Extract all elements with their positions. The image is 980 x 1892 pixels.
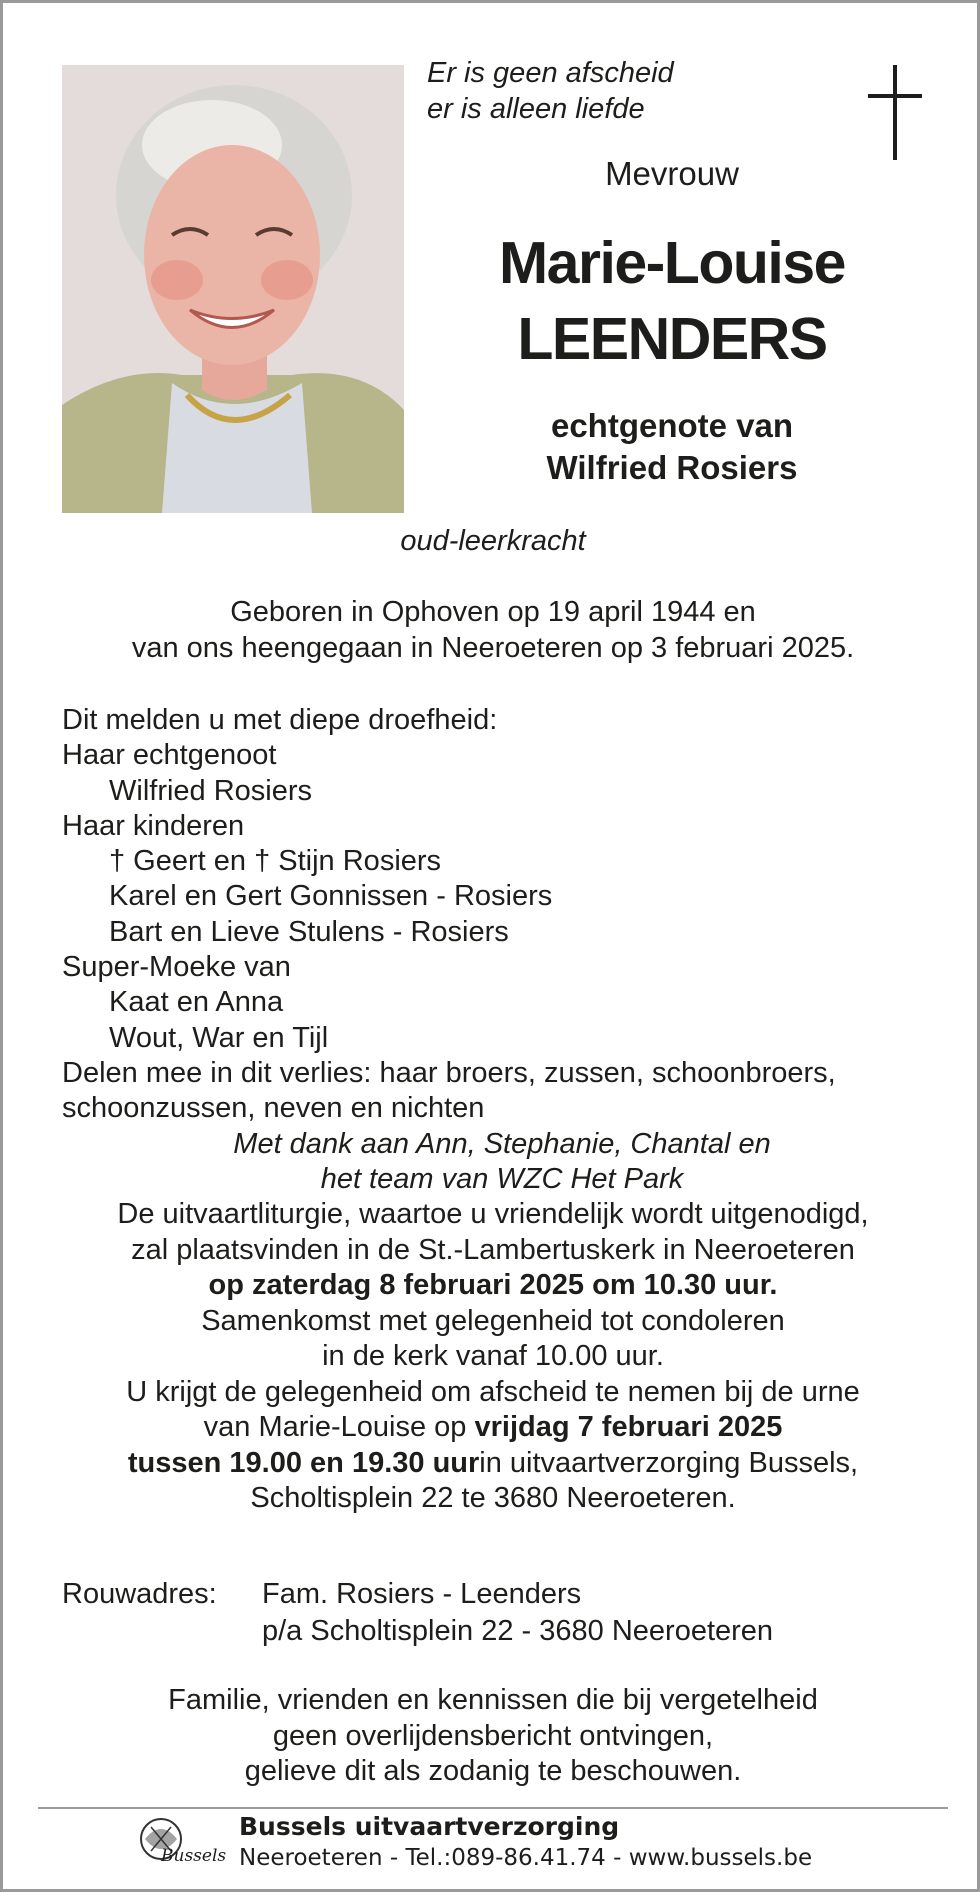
- funeral-line-9: Scholtisplein 22 te 3680 Neeroeteren.: [250, 1482, 736, 1514]
- address-value: [262, 1576, 773, 1650]
- funeral-line-2: zal plaatsvinden in de St.-Lambertuskerk in Neeroeteren: [131, 1233, 855, 1266]
- notice-line-2: geen overlijdensbericht ontvingen,: [272, 1719, 714, 1752]
- funeral-line-4: Samenkomst met gelegenheid tot condoleren: [201, 1304, 785, 1337]
- footer-info: [239, 1811, 812, 1873]
- announcement-intro: Dit melden u met diepe droefheid:: [62, 704, 498, 736]
- honorific-title: Mevrouw: [605, 155, 739, 192]
- farewell-time-line: [3, 1446, 980, 1482]
- farewell-time: tussen 19.00 en 19.30 uur: [127, 1446, 480, 1479]
- birth-line-1: Geboren in Ophoven op 19 april 1944 en: [230, 596, 756, 628]
- birth-line-2: van ons heengegaan in Neeroeteren op 3 februari 2025.: [131, 631, 855, 664]
- funeral-line-5: in de kerk vanaf 10.00 uur.: [322, 1340, 664, 1372]
- deceased-name: [447, 225, 897, 377]
- company-name: Bussels uitvaartverzorging: [239, 1812, 620, 1841]
- family-member: Karel en Gert Gonnissen - Rosiers: [109, 880, 553, 913]
- logo-text: Bussels: [161, 1846, 227, 1866]
- notice-line-1: Familie, vrienden en kennissen die bij vergetelheid: [168, 1684, 818, 1716]
- group-heading: Super-Moeke van: [62, 951, 291, 984]
- spouse-info: [447, 405, 897, 489]
- family-member: Kaat en Anna: [109, 986, 284, 1019]
- motto: [427, 55, 674, 127]
- funeral-line-1: De uitvaartliturgie, waartoe u vriendelijk wordt uitgenodigd,: [117, 1198, 869, 1230]
- thanks-line-1: Met dank aan Ann, Stephanie, Chantal en: [233, 1127, 771, 1160]
- family-member: Wout, War en Tijl: [109, 1021, 329, 1054]
- motto-line-2: er is alleen liefde: [427, 93, 645, 125]
- group-heading: Haar kinderen: [62, 809, 245, 842]
- address-line-2: p/a Scholtisplein 22 - 3680 Neeroeteren: [262, 1615, 774, 1647]
- farewell-pre: van Marie-Louise op: [203, 1411, 475, 1443]
- address-label: Rouwadres:: [62, 1578, 217, 1610]
- funeral-date: [3, 1268, 980, 1304]
- cross-icon: [865, 65, 925, 165]
- others-line-2: schoonzussen, neven en nichten: [62, 1092, 485, 1125]
- company-contact: Neeroeteren - Tel.:089-86.41.74 - www.bussels.be: [239, 1845, 813, 1871]
- last-name: LEENDERS: [517, 306, 827, 372]
- motto-line-1: Er is geen afscheid: [427, 57, 674, 89]
- farewell-location: in uitvaartverzorging Bussels,: [479, 1446, 859, 1479]
- group-heading: Haar echtgenoot: [62, 739, 277, 772]
- bussels-logo: [131, 1813, 227, 1873]
- portrait-photo: [62, 65, 404, 513]
- spouse-line-1: echtgenote van: [550, 407, 794, 444]
- others-line-1: Delen mee in dit verlies: haar broers, zussen, schoonbroers,: [62, 1056, 836, 1089]
- address-line-1: Fam. Rosiers - Leenders: [262, 1578, 582, 1610]
- family-member: Bart en Lieve Stulens - Rosiers: [109, 915, 509, 948]
- notice-line-3: gelieve dit als zodanig te beschouwen.: [244, 1755, 742, 1787]
- notice: [3, 1683, 980, 1790]
- farewell-line: [3, 1410, 980, 1446]
- funeral-date-bold: op zaterdag 8 februari 2025 om 10.30 uur.: [208, 1269, 778, 1301]
- family-announcement: [62, 703, 942, 1197]
- funeral-line-6: U krijgt de gelegenheid om afscheid te nemen bij de urne: [126, 1375, 860, 1408]
- spouse-line-2: Wilfried Rosiers: [546, 449, 798, 486]
- occupation: oud-leerkracht: [400, 525, 586, 557]
- family-member: Wilfried Rosiers: [109, 774, 313, 807]
- first-name: Marie-Louise: [499, 230, 845, 296]
- birth-death-info: [3, 595, 980, 666]
- funeral-details: [3, 1197, 980, 1517]
- farewell-date: vrijdag 7 februari 2025: [474, 1411, 783, 1443]
- family-member: † Geert en † Stijn Rosiers: [109, 845, 442, 878]
- footer-divider: [38, 1807, 948, 1809]
- thanks-line-2: het team van WZC Het Park: [320, 1162, 684, 1195]
